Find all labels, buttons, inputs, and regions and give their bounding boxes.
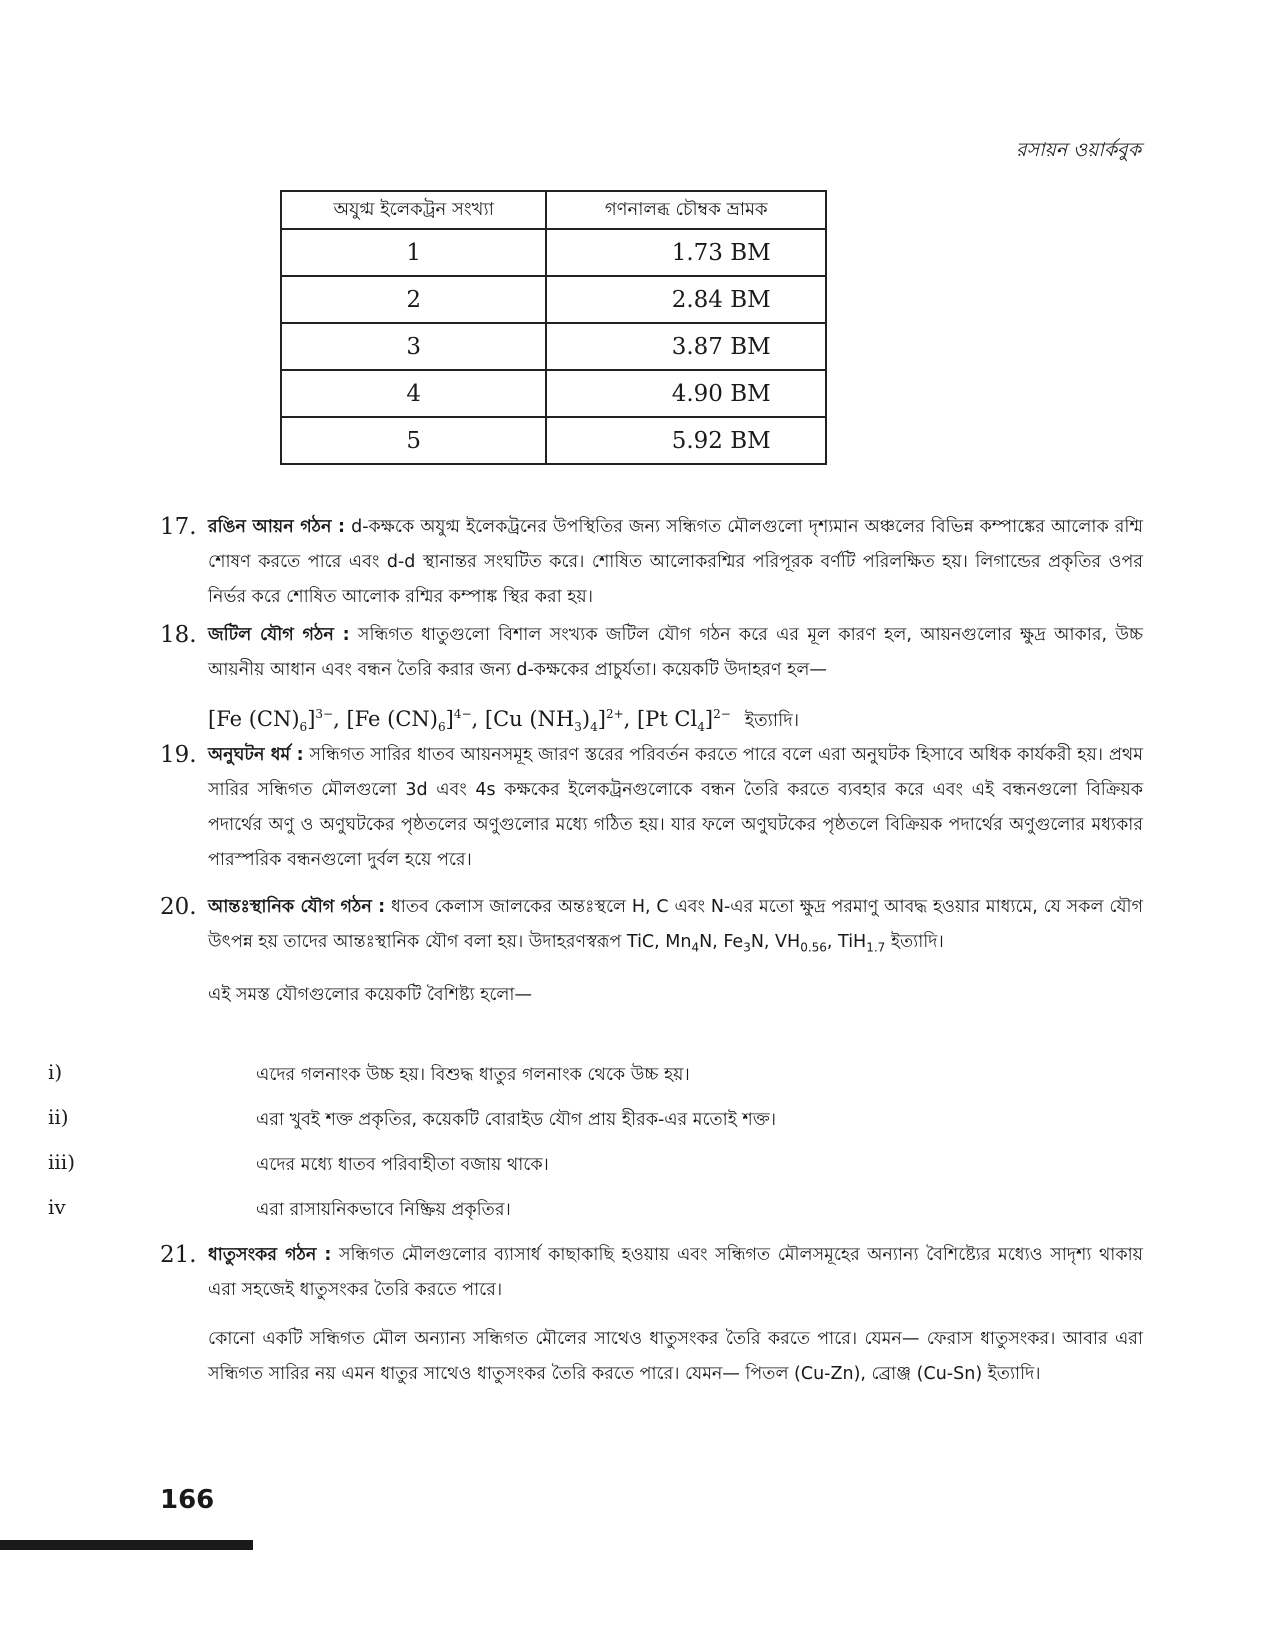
table-cell-count: 1 [281,229,546,276]
item-body [208,738,1143,878]
item-heading: ধাতুসংকর গঠন : [208,1245,332,1265]
table-cell-moment: 4.90 BM [546,370,826,417]
column-header-unpaired: অযুগ্ম ইলেকট্রন সংখ্যা [281,191,546,229]
property-text: এদের মধ্যে ধাতব পরিবাহীতা বজায় থাকে। [256,1155,549,1175]
property-label: i) [48,1060,63,1084]
table-header-row [281,191,826,229]
item-heading: অনুঘটন ধর্ম : [208,745,304,765]
item-text-part: N, VH [750,932,801,952]
item-text: সন্ধিগত মৌলগুলোর ব্যাসার্ধ কাছাকাছি হওয়ায় এবং সন্ধিগত মৌলসমূহের অন্যান্য বৈশিষ্ট্যের মধ্যেও সাদৃশ্য থাকায় এরা সহজেই ধাতুসংকর তৈরি করতে পারে। [208,1245,1143,1300]
table-row [281,417,826,464]
item-paragraph: কোনো একটি সন্ধিগত মৌল অন্যান্য সন্ধিগত মৌলের সাথেও ধাতুসংকর তৈরি করতে পারে। যেমন— ফেরাস ধাতুসংকর। আবার এরা সন্ধিগত সারির নয় এমন ধাতুর সাথেও ধাতুসংকর তৈরি করতে পারে। যেমন— পিতল (Cu-Zn), ব্রোঞ্জ (Cu-Sn) ইত্যাদি। [208,1329,1143,1384]
item-19 [160,738,1143,878]
page-number: 166 [160,1485,215,1515]
item-body [208,510,1143,615]
item-body [208,618,1143,688]
table-cell-moment: 5.92 BM [546,417,826,464]
running-header: রসায়ন ওয়ার্কবুক [1016,139,1141,161]
item-heading: রঙিন আয়ন গঠন : [208,517,346,537]
complex-formula-line: [Fe $(CN)_6]^{3-}$, [Fe $(CN)_6]^{4-}$, [Cu $(NH_3)_4]^{2+}$, [Pt $Cl_4]^{2-}$ ইত্যাদি। [208,707,800,735]
formula-suffix: ইত্যাদি। [744,710,800,731]
table-cell-moment: 1.73 BM [546,229,826,276]
item-number: 19. [160,742,197,768]
table-cell-count: 5 [281,417,546,464]
item-number: 18. [160,622,197,648]
item-21 [160,1238,1143,1392]
magnetic-moment-table [280,190,827,465]
item-text-part: , TiH [826,932,867,952]
item-text: ধাতব কেলাস জালকের অন্তঃস্থলে H, C এবং N-এর মতো ক্ষুদ্র পরমাণু আবদ্ধ হওয়ার মাধ্যমে, যে সকল যৌগ উৎপন্ন হয় তাদের আন্তঃস্থানিক যৌগ বলা হয়। উদাহরণস্বরূপ TiC, Mn [208,897,1144,952]
item-text: সন্ধিগত সারির ধাতব আয়নসমূহ জারণ স্তরের পরিবর্তন করতে পারে বলে এরা অনুঘটক হিসাবে অধিক কার্যকরী হয়। প্রথম সারির সন্ধিগত মৌলগুলো 3d এবং 4s কক্ষকের ইলেকট্রনগুলোকে বন্ধন তৈরি করতে ব্যবহার করে এবং এই বন্ধনগুলো বিক্রিয়ক পদার্থের অণু ও অণুঘটকের পৃষ্ঠতলের অণুগুলোর মধ্যে গঠিত হয়। যার ফলে অণুঘটকের পৃষ্ঠতলে বিক্রিয়ক পদার্থের অণুগুলোর মধ্যকার পারস্পরিক বন্ধনগুলো দুর্বল হয়ে পরে। [208,745,1143,870]
item-number: 21. [160,1242,197,1268]
column-header-moment: গণনালব্ধ চৌম্বক ভ্রামক [546,191,826,229]
properties-intro: এই সমস্ত যৌগগুলোর কয়েকটি বৈশিষ্ট্য হলো— [208,984,532,1005]
item-body: আন্তঃস্থানিক যৌগ গঠন : ধাতব কেলাস জালকের অন্তঃস্থলে H, C এবং N-এর মতো ক্ষুদ্র পরমাণু আবদ্ধ হওয়ার মাধ্যমে, যে সকল যৌগ উৎপন্ন হয় তাদের আন্তঃস্থানিক যৌগ বলা হয়। উদাহরণস্বরূপ TiC, $Mn_4N$, $Fe_3N$, $VH_{0.56}$, TiH$_{1.7}$ ইত্যাদি। [208,897,1144,955]
item-body [208,1238,1143,1308]
item-text: সন্ধিগত ধাতুগুলো বিশাল সংখ্যক জটিল যৌগ গঠন করে এর মূল কারণ হল, আয়নগুলোর ক্ষুদ্র আকার, উচ্চ আয়নীয় আধান এবং বন্ধন তৈরি করার জন্য d-কক্ষকের প্রাচুর্যতা। কয়েকটি উদাহরণ হল— [208,625,1143,680]
table-cell-moment: 2.84 BM [546,276,826,323]
item-number: 17. [160,514,197,540]
table-row [281,370,826,417]
item-heading: আন্তঃস্থানিক যৌগ গঠন : [208,897,386,917]
item-heading: জটিল যৌগ গঠন : [208,625,350,645]
footer-bar [0,1540,253,1550]
item-17 [160,510,1143,615]
item-text-part: N, Fe [699,932,744,952]
item-18 [160,618,1143,747]
table-row [281,229,826,276]
item-20 [160,890,1143,1013]
table-cell-count: 3 [281,323,546,370]
table-cell-count: 2 [281,276,546,323]
table-cell-moment: 3.87 BM [546,323,826,370]
table-cell-count: 4 [281,370,546,417]
item-text-part: ইত্যাদি। [885,932,944,952]
item-text: d-কক্ষকে অযুগ্ম ইলেকট্রনের উপস্থিতির জন্য সন্ধিগত মৌলগুলো দৃশ্যমান অঞ্চলের বিভিন্ন কম্পাঙ্কের আলোক রশ্মি শোষণ করতে পারে এবং d-d স্থানান্তর সংঘটিত করে। শোষিত আলোকরশ্মির পরিপূরক বর্ণটি পরিলক্ষিত হয়। লিগান্ডের প্রকৃতির ওপর নির্ভর করে শোষিত আলোক রশ্মির কম্পাঙ্ক স্থির করা হয়। [208,517,1144,607]
table-row [281,276,826,323]
property-text: এরা খুবই শক্ত প্রকৃতির, কয়েকটি বোরাইড যৌগ প্রায় হীরক-এর মতোই শক্ত। [256,1110,777,1130]
property-text: এদের গলনাংক উচ্চ হয়। বিশুদ্ধ ধাতুর গলনাংক থেকে উচ্চ হয়। [256,1065,690,1085]
property-label: ii) [48,1105,69,1129]
item-number: 20. [160,894,197,920]
property-label: iii) [48,1150,75,1174]
property-label: iv [48,1195,66,1219]
property-text: এরা রাসায়নিকভাবে নিষ্ক্রিয় প্রকৃতির। [256,1200,511,1220]
table-row [281,323,826,370]
